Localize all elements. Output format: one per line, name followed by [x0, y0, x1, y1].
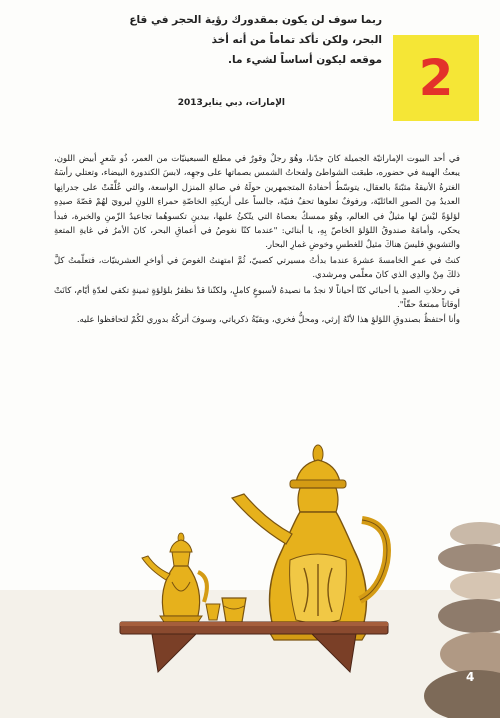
story-paragraph: وأنا أحتفظُ بصندوقِ اللؤلؤِ هذا لأنّهُ إرثي، ومحلُّ فخري، وبقيّةُ ذكرياتي، وسوفَ أتركُهُ بدوري لكُمْ لتحافظوا عليه. [76, 315, 460, 326]
quote-line-1: ربما سوف لن يكون بمقدورك رؤية الحجر في قاع البحر، ولكن تأكد تماماً من أنه أخذ [129, 14, 382, 46]
story-paragraph: كنتُ في عمرِ الخامسةَ عشرةَ عندما بدأتُ مسيرتي كصبيّ، ثُمَّ امتهنتُ الغوصَ في أواخرِ العشرينيّات، فتعلّمتُ كلَّ ذلكَ مِنْ والدِي الذي كانَ معلّمي ومرشدي. [54, 255, 460, 281]
story-text [54, 152, 460, 329]
story-paragraph: في أحد البيوت الإماراتيّة الجميلة كانَ جدّنا، وهُوَ رجلٌ وقورٌ في مطلع السبعينيّات من العمر، ذُو شَعرٍ أبيض اللون، يبعثُ الهيبة في حضوره، طبعَت الشواطئ ولفحاتُ الشمس بصماتها على وجهِه، لابسَ الكندورة البيضاء، وتعتلي رأسَهُ الغترةُ الأنيقةُ مثبّتةً بالعقال، يتوسّطُ أحفادهُ المتجمهرين حولَهُ في صالةِ المنزل الواسعة، والتي عُلِّقَتْ على جدرانِها العديدُ مِنَ الصورِ العائليّة، ورفوفٌ تعلوها تحفٌ فنيّة، جالساً على أريكتِهِ الخاصّةِ حمراءِ اللونِ ليرويَ لهُمْ قصّةَ صيدِهِ لؤلؤةً ليْسَ لها مثيلٌ في العالم، وهُوَ ممسكٌ بعصاهُ التي يتّكئُ عليها، بيدينِ تكسوهُما تجاعيدُ الزّمنِ والخبرة، فبدأ يحكي، وأمامَهُ صندوقُ اللؤلؤ الخاصّ بِهِ، يا أبنائي: "عندما كنّا نغوصُ في أعماقِ البحر، كانَ الأمرُ في غايةِ المتعةِ والتشويقِ فليسَ هناكَ مثيلٌ للغطسِ وخوضِ غمارِ البحار. [54, 154, 460, 251]
coffee-pot-illustration [0, 440, 500, 718]
chapter-number: 2 [418, 49, 454, 107]
chapter-number-box [393, 35, 479, 121]
quote-line-2: موقعه ليكون أساساً لشيء ما. [228, 54, 382, 66]
opening-quote [120, 10, 382, 70]
story-paragraph: في رحلاتِ الصيدِ يا أحبائي كنّا أحياناً لا نجدُ ما نصيدهُ لأسبوعٍ كاملٍ، ولكنّنا قدْ نظفرُ بلؤلؤةٍ ثمينةٍ تكفي لعدّةِ أيّام، كانَتْ أوقاتاً ممتعةً حقّاً". [54, 285, 460, 311]
dateline: الإمارات، دبي يناير2013 [177, 98, 285, 108]
page-number: 4 [466, 670, 475, 684]
